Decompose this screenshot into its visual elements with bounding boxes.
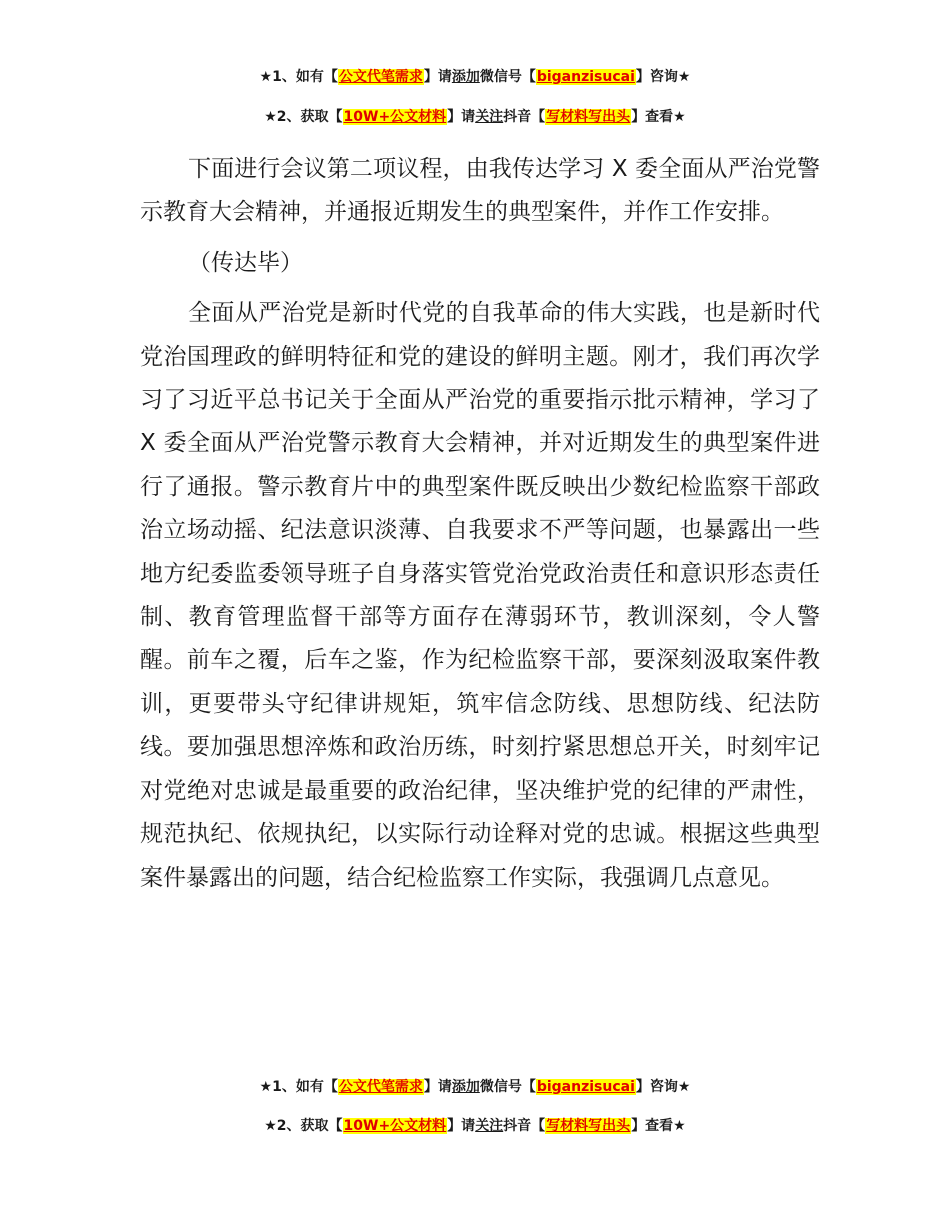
banner-text: 抖音【 (503, 109, 546, 125)
banner-highlight: 10W+公文材料 (343, 1118, 447, 1134)
paragraph-main: 全面从严治党是新时代党的自我革命的伟大实践，也是新时代党治国理政的鲜明特征和党的建设的鲜明主题。刚才，我们再次学习了习近平总书记关于全面从严治党的重要指示批示精神，学习了 X 委全面从严治党警示教育大会精神，并对近期发生的典型案件进行了通报。警示教育片中的典型案件既反映出少数纪检监察干部政治立场动摇、纪法意识淡薄、自我要求不严等问题，也暴露出一些地方纪委监委领导班子自身落实管党治党政治责任和意识形态责任制、教育管理监督干部等方面存在薄弱环节，教训深刻，令人警醒。前车之覆，后车之鉴，作为纪检监察干部，要深刻汲取案件教训，更要带头守纪律讲规矩，筑牢信念防线、思想防线、纪法防线。要加强思想淬炼和政治历练，时刻拧紧思想总开关，时刻牢记对党绝对忠诚是最重要的政治纪律，坚决维护党的纪律的严肃性，规范执纪、依规执纪，以实际行动诠释对党的忠诚。根据这些典型案件暴露出的问题，结合纪检监察工作实际，我强调几点意见。 (140, 300, 820, 891)
banner-suffix: 】咨询★ (635, 69, 691, 85)
paragraph-relay-done: （传达毕） (188, 249, 303, 276)
banner-line-2 (0, 1115, 950, 1137)
banner-text: 】请 (423, 1079, 452, 1095)
paragraph-agenda: 下面进行会议第二项议程，由我传达学习 X 委全面从严治党警示教育大会精神，并通报近期发生的典型案件，并作工作安排。 (140, 156, 820, 226)
banner-prefix: ★1、如有【 (259, 69, 338, 85)
banner-suffix: 】查看★ (631, 1118, 686, 1134)
banner-underline: 添加 (451, 69, 480, 85)
banner-suffix: 】查看★ (631, 109, 686, 125)
banner-highlight: biganzisucai (536, 1079, 635, 1095)
banner-underline: 添加 (451, 1079, 480, 1095)
banner-highlight: 公文代笔需求 (338, 1079, 423, 1095)
banner-prefix: ★1、如有【 (259, 1079, 338, 1095)
banner-highlight: 10W+公文材料 (343, 109, 447, 125)
banner-line-1 (0, 66, 950, 88)
banner-text: 】请 (447, 109, 476, 125)
document-body (140, 148, 820, 900)
banner-prefix: ★2、获取【 (264, 1118, 343, 1134)
banner-text: 微信号【 (479, 1079, 536, 1095)
banner-underline: 关注 (475, 1118, 504, 1134)
banner-suffix: 】咨询★ (635, 1079, 691, 1095)
banner-line-1 (0, 1076, 950, 1098)
banner-underline: 关注 (475, 109, 504, 125)
banner-text: 微信号【 (479, 69, 536, 85)
banner-text: 抖音【 (503, 1118, 546, 1134)
banner-highlight: 公文代笔需求 (338, 69, 423, 85)
banner-text: 】请 (423, 69, 452, 85)
banner-highlight: 写材料写出头 (546, 1118, 631, 1134)
banner-text: 】请 (447, 1118, 476, 1134)
banner-line-2 (0, 106, 950, 128)
banner-prefix: ★2、获取【 (264, 109, 343, 125)
banner-highlight: 写材料写出头 (546, 109, 631, 125)
banner-highlight: biganzisucai (536, 69, 635, 85)
